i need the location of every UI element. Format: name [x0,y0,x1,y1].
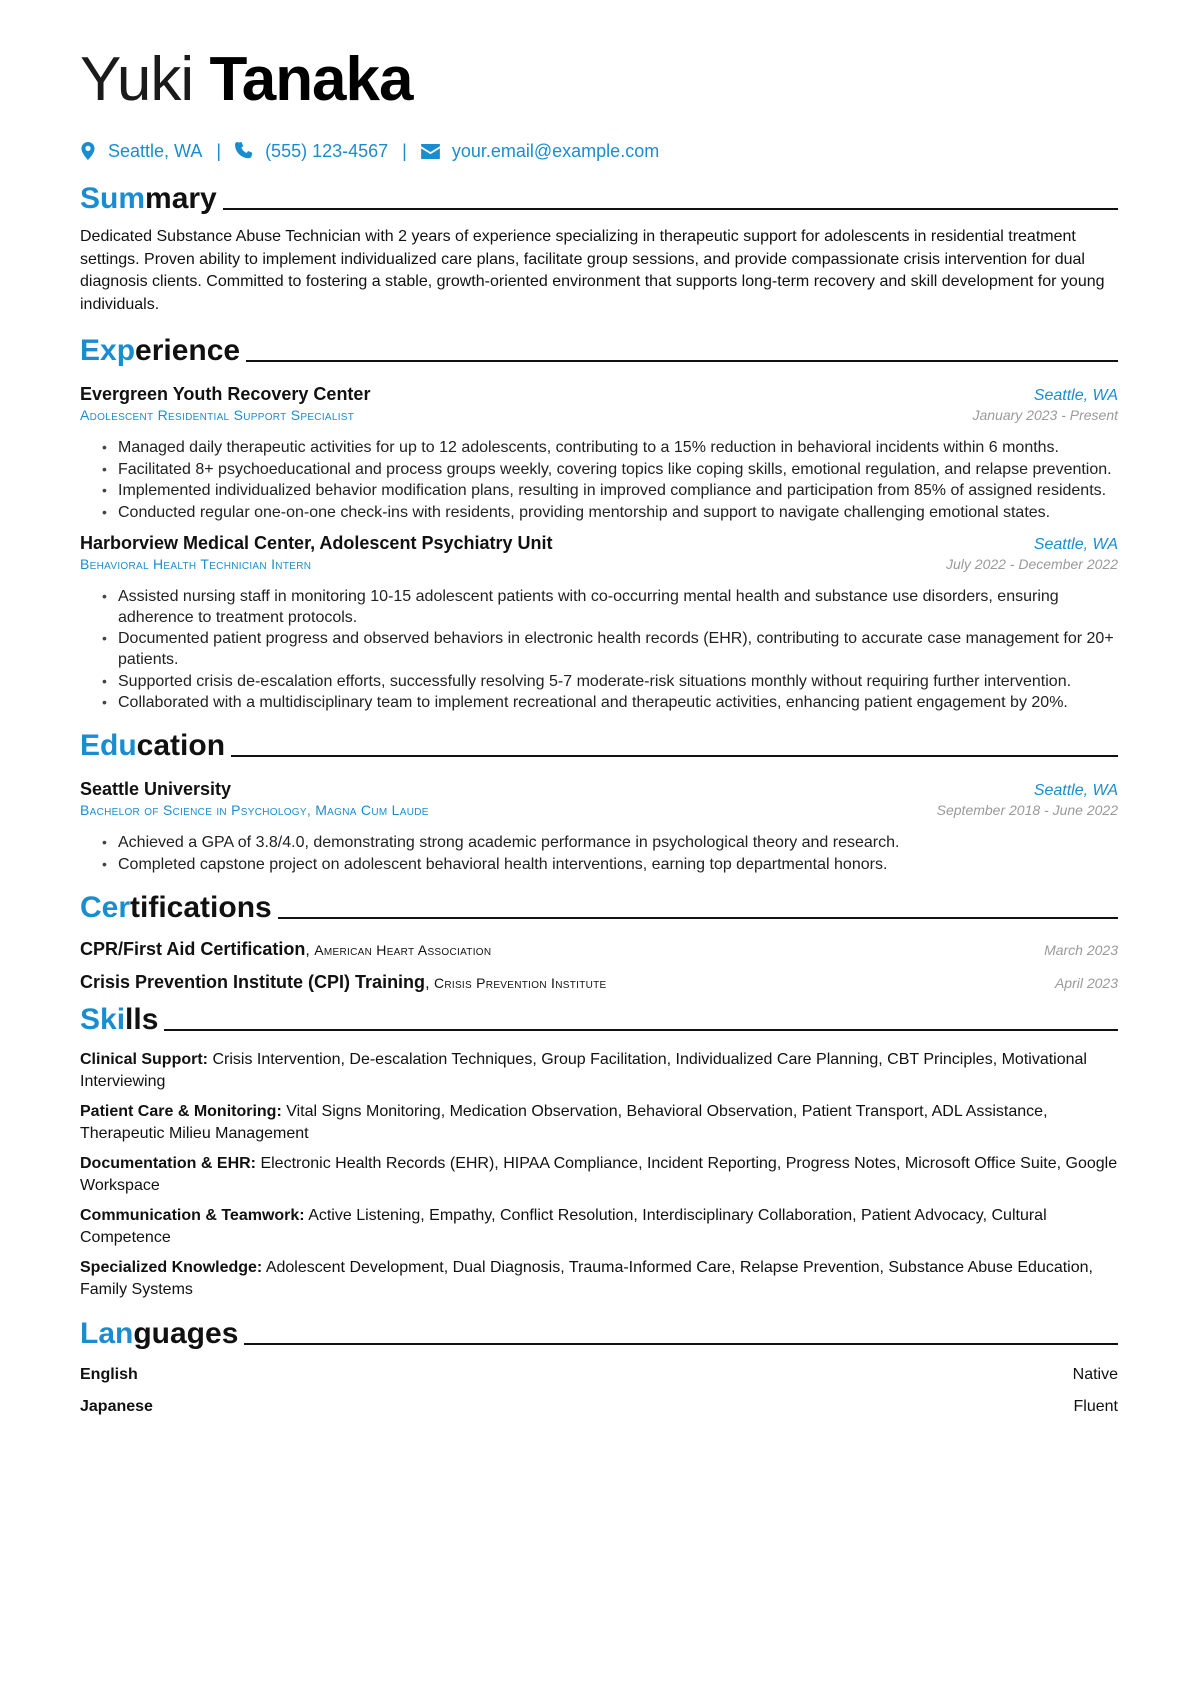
language-name: English [80,1365,138,1383]
heading-accent: Cer [80,890,131,924]
map-pin-icon [80,142,96,160]
skill-category: Documentation & EHR: [80,1154,256,1172]
first-name: Yuki [80,45,194,114]
summary-text: Dedicated Substance Abuse Technician with 2 years of experience specializing in therapeutic support for adolescents in residential treatment settings. Proven ability to implement individualized care plans, facilitate group sessions, and provide compassionate crisis intervention for dual diagnosis clients. Committed to fostering a stable, growth-oriented environment that supports long-term recovery and skill development for young individuals. [80,228,1105,313]
location-text: Seattle, WA [108,140,203,161]
phone-text: (555) 123-4567 [265,140,389,161]
heading-rest: lls [125,1002,159,1036]
section-heading [80,891,272,925]
certification-item: CPR/First Aid Certification, American Heart Association March 2023 [80,938,1118,959]
heading-rest: guages [133,1316,239,1350]
list-item: • Implemented individualized behavior modification plans, resulting in improved compliance and participation from 85% of assigned residents. [102,480,1118,501]
education-entry [80,779,1118,875]
skill-items: Crisis Intervention, De-escalation Techniques, Group Facilitation, Individualized Care Planning, CBT Principles, Motivational Interviewing [80,1050,1087,1090]
section-languages-title [80,1313,1118,1351]
entry-dates: January 2023 - Present [972,407,1118,423]
list-item: • Managed daily therapeutic activities for up to 12 adolescents, contributing to a 15% reduction in behavioral incidents within 6 months. [102,437,1118,458]
skill-category: Specialized Knowledge: [80,1258,263,1276]
email-link: your.email@example.com [451,140,660,161]
section-heading [80,1317,238,1351]
list-item: • Facilitated 8+ psychoeducational and process groups weekly, covering topics like coping skills, emotional regulation, and relapse prevention. [102,459,1118,480]
experience-entry [80,384,1118,523]
list-item: • Completed capstone project on adolescent behavioral health interventions, earning top departmental honors. [102,854,1118,875]
section-skills-title [80,999,1118,1037]
list-item: • Documented patient progress and observed behaviors in electronic health records (EHR), contributing to accurate case management for 20+ patients. [102,628,1118,670]
certification-item: Crisis Prevention Institute (CPI) Training, Crisis Prevention Institute April 2023 [80,971,1118,992]
list-item: • Achieved a GPA of 3.8/4.0, demonstrating strong academic performance in psychological theory and research. [102,832,1118,853]
contact-email[interactable] [421,141,659,162]
job-title: Adolescent Residential Support Specialist [80,407,355,423]
skill-items: Electronic Health Records (EHR), HIPAA Compliance, Incident Reporting, Progress Notes, Microsoft Office Suite, Google Workspace [80,1154,1118,1194]
degree-title: Bachelor of Science in Psychology, Magna Cum Laude [80,802,429,818]
bullet-list [80,437,1118,523]
school-name: Seattle University [80,779,232,799]
entry-dates: September 2018 - June 2022 [936,802,1118,818]
organization-name: Harborview Medical Center, Adolescent Psychiatry Unit [80,532,553,553]
entry-location: Seattle, WA [1033,782,1118,799]
certification-date: March 2023 [1044,941,1118,958]
language-name: Japanese [80,1397,153,1415]
section-heading [80,182,217,216]
certification-date: April 2023 [1054,974,1118,991]
phone-icon [235,142,253,160]
skill-items: Vital Signs Monitoring, Medication Observation, Behavioral Observation, Patient Transport, ADL Assistance, Therapeutic Milieu Management [80,1102,1048,1142]
last-name: Tanaka [209,45,413,114]
contact-separator: | [216,140,222,161]
contact-bar [80,138,1118,164]
job-title: Behavioral Health Technician Intern [80,555,312,572]
contact-phone[interactable] [235,141,388,162]
bullet-list [80,586,1118,714]
section-rule [223,208,1118,210]
contact-separator: | [402,140,407,161]
experience-entry [80,533,1118,714]
skill-items: Active Listening, Empathy, Conflict Resolution, Interdisciplinary Collaboration, Patient Advocacy, Cultural Competence [80,1206,1047,1246]
section-rule [164,1029,1118,1031]
section-experience-title [80,330,1118,368]
section-education-title [80,725,1118,763]
section-heading [80,334,240,368]
list-item: • Conducted regular one-on-one check-ins with residents, providing mentorship and support to navigate challenging emotional states. [102,502,1118,523]
skill-category: Clinical Support: [80,1050,208,1068]
entry-dates: July 2022 - December 2022 [946,555,1118,572]
skill-row [80,1049,1118,1093]
skill-category: Patient Care & Monitoring: [80,1102,282,1120]
heading-accent: Edu [80,729,137,762]
skill-items: Adolescent Development, Dual Diagnosis, Trauma-Informed Care, Relapse Prevention, Substance Abuse Education, Family Systems [80,1258,1093,1298]
skill-row [80,1101,1118,1145]
language-row [80,1363,1118,1387]
certification-issuer: Crisis Prevention Institute [433,974,607,991]
skill-category: Communication & Teamwork: [80,1206,305,1224]
organization-name: Evergreen Youth Recovery Center [80,384,371,404]
skill-row [80,1153,1118,1197]
envelope-icon [421,144,440,159]
section-rule [246,360,1118,362]
entry-location: Seattle, WA [1033,535,1118,553]
section-heading [80,729,225,763]
skill-row [80,1257,1118,1301]
heading-rest: cation [136,729,226,762]
section-rule [231,755,1118,757]
heading-rest: erience [135,334,241,367]
heading-accent: Lan [80,1316,134,1350]
heading-rest: tifications [130,890,272,924]
list-item: • Assisted nursing staff in monitoring 10-15 adolescent patients with co-occurring mental health and substance use disorders, ensuring adherence to treatment protocols. [102,586,1118,628]
entry-location: Seattle, WA [1033,387,1118,404]
heading-accent: Sum [80,182,146,215]
certification-name: CPR/First Aid Certification [80,938,306,959]
contact-location [80,141,202,162]
list-item: • Collaborated with a multidisciplinary team to implement recreational and therapeutic activities, enhancing patient engagement by 20%. [102,692,1118,713]
bullet-list [80,832,1118,875]
certification-name: Crisis Prevention Institute (CPI) Training [80,971,426,992]
section-heading [80,1003,158,1037]
candidate-name [80,44,1118,116]
list-item: • Supported crisis de-escalation efforts, successfully resolving 5-7 moderate-risk situations monthly without requiring further intervention. [102,671,1118,692]
language-row [80,1395,1118,1419]
heading-accent: Exp [80,334,136,367]
skill-row [80,1205,1118,1249]
language-level: Fluent [1073,1397,1118,1415]
language-level: Native [1072,1365,1118,1383]
section-rule [244,1343,1118,1345]
certification-issuer: American Heart Association [314,941,492,958]
section-certifications-title [80,887,1118,925]
section-rule [278,917,1118,919]
heading-accent: Ski [80,1002,126,1036]
heading-rest: mary [145,182,217,215]
section-summary-title [80,178,1118,216]
